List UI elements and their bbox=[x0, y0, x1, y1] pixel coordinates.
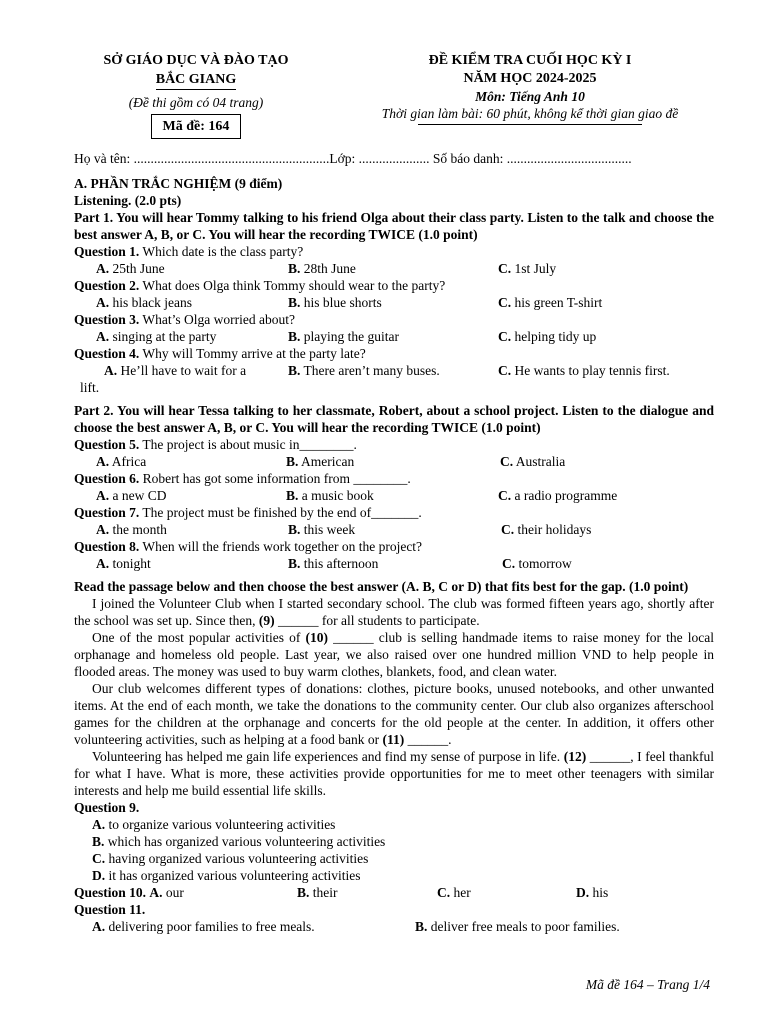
page-count-note: (Đề thi gồm có 04 trang) bbox=[128, 95, 264, 110]
passage-paragraph-2: One of the most popular activities of (10) ______ club is selling handmade items to raise money for the local orphanage and homeless old people. Last year, we also raised over one hundred million VND to help people in flooded areas. The money was used to buy warm clothes, blankets, food, and clean water. bbox=[74, 630, 715, 679]
exam-code-box: Mã đề: 164 bbox=[151, 114, 242, 139]
option-c[interactable]: C. their holidays bbox=[501, 522, 592, 537]
question-1 bbox=[74, 243, 714, 277]
option-a[interactable]: A. to organize various volunteering activities bbox=[92, 817, 336, 832]
page-footer: Mã đề 164 – Trang 1/4 bbox=[585, 977, 710, 992]
option-a[interactable]: A. He’ll have to wait for a bbox=[104, 363, 247, 378]
passage-paragraph-3: Our club welcomes different types of donations: clothes, picture books, unused notebooks, and other unwanted items. At the end of each month, we take the donations to the community center. Our club also organizes afterschool games for the children at the orphanage and concerts for the old people at the center. In addition, it offers other volunteering activities, such as helping at a food bank or (11) ______. bbox=[74, 681, 714, 747]
option-c[interactable]: C. a radio programme bbox=[498, 488, 618, 503]
option-c[interactable]: C. tomorrow bbox=[502, 556, 572, 571]
question-text: What does Olga think Tommy should wear to the party? bbox=[139, 278, 446, 293]
option-a[interactable]: A. singing at the party bbox=[96, 329, 217, 344]
question-text: The project is about music in________. bbox=[139, 437, 357, 452]
question-label: Question 5. bbox=[74, 437, 140, 452]
header-rule bbox=[418, 124, 642, 125]
option-b[interactable]: B. this week bbox=[288, 522, 356, 537]
time-allowed: Thời gian làm bài: 60 phút, không kể thời gian giao đề bbox=[381, 106, 679, 121]
option-a[interactable]: A. the month bbox=[96, 522, 167, 537]
reading-title: Read the passage below and then choose the best answer (A. B, C or D) that fits best for the gap. (1.0 point) bbox=[74, 579, 689, 594]
option-c[interactable]: C. having organized various volunteering activities bbox=[92, 851, 369, 866]
question-label: Question 11. bbox=[74, 902, 146, 917]
passage-paragraph-4: Volunteering has helped me gain life experiences and find my sense of purpose in life. (12) ______, I feel thankful for what I have. What is more, these activities provide opportunities for me to meet other teenagers with similar interests and help me build essential life skills. bbox=[74, 749, 714, 798]
option-a[interactable]: A. 25th June bbox=[96, 261, 165, 276]
question-label: Question 2. bbox=[74, 278, 140, 293]
option-a[interactable]: Question 10. A. our bbox=[74, 885, 184, 900]
option-d[interactable]: D. his bbox=[576, 885, 609, 900]
question-text: Robert has got some information from ________. bbox=[139, 471, 411, 486]
question-label: Question 4. bbox=[74, 346, 140, 361]
option-b[interactable]: B. which has organized various volunteering activities bbox=[92, 834, 386, 849]
header-left bbox=[80, 52, 312, 139]
listening-heading: Listening. (2.0 pts) bbox=[74, 193, 182, 208]
question-4 bbox=[74, 345, 714, 396]
option-b[interactable]: B. his blue shorts bbox=[288, 295, 382, 310]
question-9 bbox=[74, 799, 714, 884]
question-3 bbox=[74, 311, 714, 345]
option-a[interactable]: A. tonight bbox=[96, 556, 151, 571]
option-a[interactable]: A. his black jeans bbox=[96, 295, 192, 310]
part1-question-list bbox=[74, 243, 714, 396]
question-label: Question 6. bbox=[74, 471, 140, 486]
option-d[interactable]: D. it has organized various volunteering activities bbox=[92, 868, 361, 883]
question-text: When will the friends work together on the project? bbox=[139, 539, 423, 554]
question-label: Question 8. bbox=[74, 539, 140, 554]
question-text: What’s Olga worried about? bbox=[139, 312, 295, 327]
option-a[interactable]: A. Africa bbox=[96, 454, 147, 469]
option-c[interactable]: C. his green T-shirt bbox=[498, 295, 603, 310]
section-a-title: A. PHẦN TRẮC NGHIỆM (9 điểm) bbox=[74, 176, 283, 191]
option-b[interactable]: B. a music book bbox=[286, 488, 374, 503]
question-label: Question 7. bbox=[74, 505, 140, 520]
option-a[interactable]: A. a new CD bbox=[96, 488, 167, 503]
option-b[interactable]: B. There aren’t many buses. bbox=[288, 363, 440, 378]
department-name: SỞ GIÁO DỤC VÀ ĐÀO TẠO bbox=[103, 53, 289, 68]
header-right bbox=[352, 52, 708, 125]
question-5 bbox=[74, 436, 714, 470]
option-b[interactable]: B. deliver free meals to poor families. bbox=[415, 919, 620, 934]
option-b[interactable]: B. playing the guitar bbox=[288, 329, 399, 344]
question-2 bbox=[74, 277, 714, 311]
question-label: Question 9. bbox=[74, 800, 140, 815]
question-label: Question 3. bbox=[74, 312, 140, 327]
question-label: Question 1. bbox=[74, 244, 140, 259]
part2-title: Part 2. You will hear Tessa talking to her classmate, Robert, about a school project. Listen to the dialogue and choose the best answer A, B, or C. You will hear the recording TWICE (1.0 point) bbox=[74, 403, 714, 435]
passage-paragraph-1: I joined the Volunteer Club when I started secondary school. The club was formed fifteen years ago, shortly after the school was set up. Since then, (9) ______ for all students to participate. bbox=[74, 596, 714, 628]
question-text: Which date is the class party? bbox=[139, 244, 304, 259]
exam-title: ĐỀ KIỂM TRA CUỐI HỌC KỲ I bbox=[428, 53, 632, 68]
province-name: BẮC GIANG bbox=[156, 71, 237, 90]
question-10 bbox=[74, 884, 714, 901]
option-a-continued: lift. bbox=[80, 380, 100, 395]
option-a[interactable]: A. delivering poor families to free meals. bbox=[92, 919, 315, 934]
option-b[interactable]: B. 28th June bbox=[288, 261, 356, 276]
question-text: Why will Tommy arrive at the party late? bbox=[139, 346, 366, 361]
question-11 bbox=[74, 901, 714, 935]
subject: Môn: Tiếng Anh 10 bbox=[475, 89, 585, 104]
option-c[interactable]: C. 1st July bbox=[498, 261, 557, 276]
option-b[interactable]: B. this afternoon bbox=[288, 556, 379, 571]
school-year: NĂM HỌC 2024-2025 bbox=[463, 71, 597, 86]
option-b[interactable]: B. their bbox=[297, 885, 338, 900]
part1-title: Part 1. You will hear Tommy talking to his friend Olga about their class party. Listen to the talk and choose the best answer A, B, or C. You will hear the recording TWICE (1.0 point) bbox=[74, 210, 714, 242]
option-c[interactable]: C. Australia bbox=[500, 454, 566, 469]
option-c[interactable]: C. helping tidy up bbox=[498, 329, 597, 344]
question-8 bbox=[74, 538, 714, 572]
exam-content bbox=[74, 150, 714, 935]
reading-passage bbox=[74, 595, 714, 799]
question-7 bbox=[74, 504, 714, 538]
question-text: The project must be finished by the end of_______. bbox=[139, 505, 422, 520]
option-c[interactable]: C. her bbox=[437, 885, 471, 900]
option-b[interactable]: B. American bbox=[286, 454, 355, 469]
part2-question-list bbox=[74, 436, 714, 572]
student-info-line: Họ và tên: ..........................................................Lớp: ..................... Số báo danh: ..................................... bbox=[74, 151, 632, 166]
question-6 bbox=[74, 470, 714, 504]
option-c[interactable]: C. He wants to play tennis first. bbox=[498, 363, 670, 378]
